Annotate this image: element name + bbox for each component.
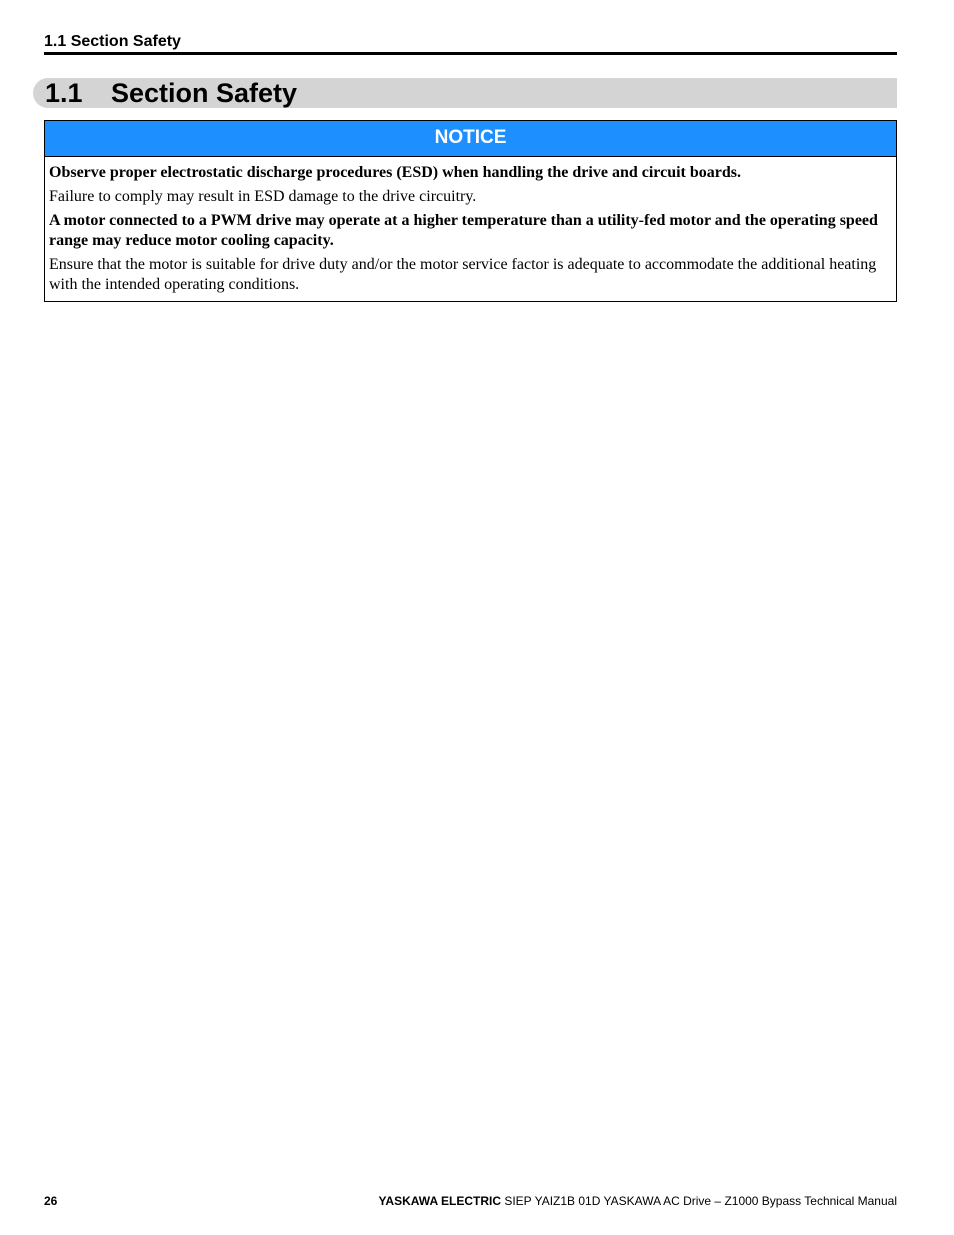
notice-label: NOTICE xyxy=(45,121,896,157)
running-header xyxy=(44,33,897,55)
section-heading-bar xyxy=(33,78,897,108)
notice-item-1-bold: Observe proper electrostatic discharge procedures (ESD) when handling the drive and circuit boards. xyxy=(49,164,741,181)
page-number: 26 xyxy=(44,1194,58,1208)
notice-box xyxy=(44,120,897,302)
notice-item-2-text: Ensure that the motor is suitable for drive duty and/or the motor service factor is adequate to accommodate the additional heating with the intended operating conditions. xyxy=(49,256,877,293)
page-footer xyxy=(44,1193,897,1211)
footer-manual-title: SIEP YAIZ1B 01D YASKAWA AC Drive – Z1000 Bypass Technical Manual xyxy=(504,1194,897,1208)
notice-item-1-text: Failure to comply may result in ESD damage to the drive circuitry. xyxy=(49,188,477,205)
notice-body xyxy=(45,157,896,301)
section-title: Section Safety xyxy=(111,78,298,108)
footer-manual-info xyxy=(379,1193,897,1209)
section-number: 1.1 xyxy=(45,78,83,108)
running-header-title: 1.1 Section Safety xyxy=(44,33,181,50)
footer-brand: YASKAWA ELECTRIC xyxy=(378,1194,501,1208)
notice-item-2-bold: A motor connected to a PWM drive may operate at a higher temperature than a utility-fed motor and the operating speed range may reduce motor cooling capacity. xyxy=(49,212,878,249)
